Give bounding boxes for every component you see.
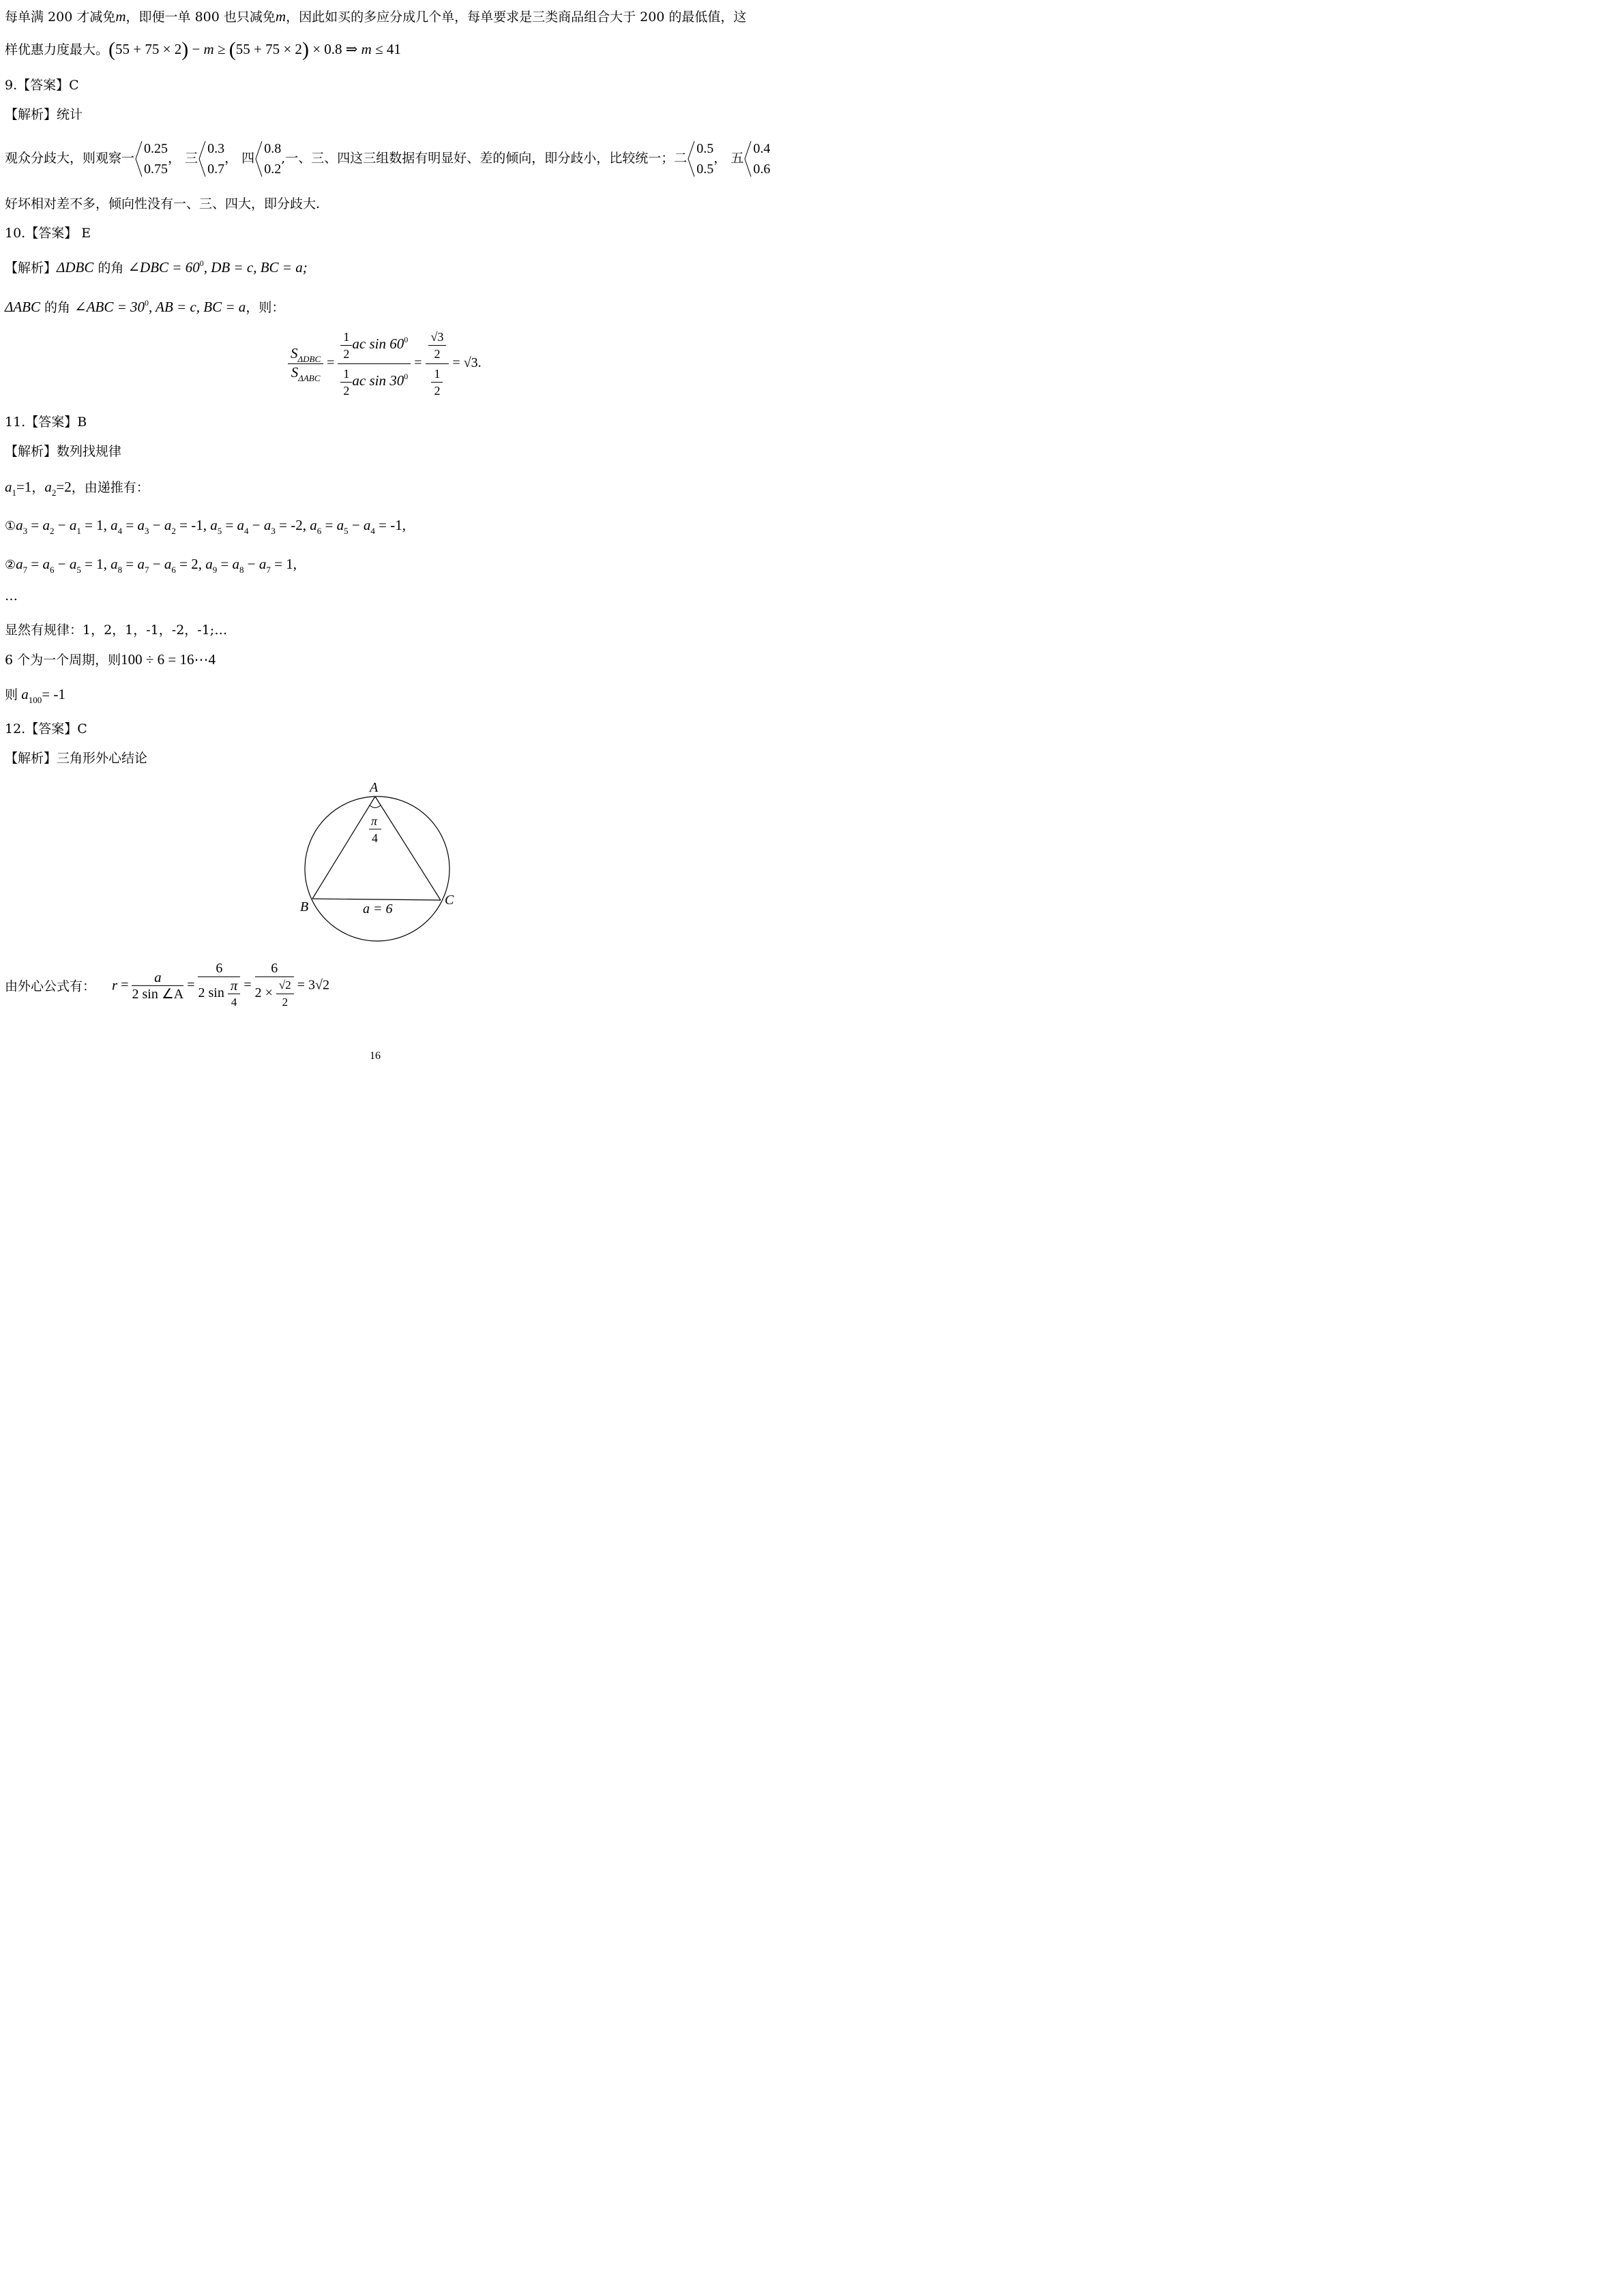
q11-recurrence-1: $①a_3 = a_2 - a_1 = 1$, $a_4 = a_3 - a_2 = -1$, $a_5 = a_4 - a_3 = -2$, $a_6 = a_5 - a_4 = -1$, [5,517,407,536]
q11-ellipsis: … [5,588,18,603]
q10-ratio-formula: $\frac{S_{\Delta DBC}}{S_{\Delta ABC}}$ = $\frac{1}{2}$ ac $\sin 60^0$ $\frac{1}{2}$ ac $\sin 30^0$ = $\frac{\frac{√3}{2}}{\frac{1}{2}}$ = √3. [288,329,482,399]
q10-line-2: ΔABC 的角 ∠ABC = $30^0$, AB = c, BC = a，则： [5,298,285,315]
area-ratio: $\frac{S_{\Delta DBC}}{S_{\Delta ABC}}$ [288,345,323,383]
var-m: m [275,8,286,25]
q12-formula: 由外心公式有： r = $\frac{a}{2 \sin \angle A}$ = 6 2 sin $\frac{\pi}{4}$ = 6 2 × $\frac{√2}{2}$ = 3√2 [5,961,330,1009]
pair-one: 0.25 0.75 [134,138,168,179]
q11-init: $a_1=1$，$a_2=2$，由递推有： [5,479,149,498]
q11-recurrence-2: $②a_7 = a_6 - a_5 = 1$, $a_8 = a_7 - a_6 = 2$, $a_9 = a_8 - a_7 = 1$, [5,556,297,575]
sine-ratio: $\frac{1}{2}$ ac $\sin 60^0$ $\frac{1}{2}$ ac $\sin 30^0$ [338,329,411,399]
angle-arc [370,805,381,808]
q11-rule: 显然有规律：1，2，1，-1，-2，-1;… [5,623,228,638]
page-number: 16 [370,1050,381,1062]
q11-result: 则 $a_{100}= -1$ [5,686,65,705]
q9-conclusion: 好坏相对差不多，倾向性没有一、三、四大，即分歧大. [5,196,321,211]
angle-denominator: 4 [372,831,378,845]
side-ab [312,796,375,899]
q12-answer: 12.【答案】C [5,721,87,736]
side-length-label: a = 6 [363,901,393,916]
q11-period: 6 个为一个周期，则100 ÷ 6 = 16⋯4 [5,651,216,668]
vertex-c-label: C [445,893,454,908]
q9-data-line: 观众分歧大，则观察一 0.25 0.75 ， 三 0.3 0.7 ， 四 0.8 0.2 ,一、三、四这三组数据有明显好、差的倾向，即分歧小，比较统一；二 0.5 0.5 ， 五 0.4 0.6 [5,136,770,180]
pair-three: 0.3 0.7 [198,138,224,179]
vertex-a-label: A [370,780,379,795]
q11-analysis: 【解析】数列找规律 [5,444,122,459]
intro-line-1: 每单满 200 才减免m，即便一单 800 也只减免m，因此如买的多应分成几个单，每单要求是三类商品组合大于 200 的最低值，这 [5,8,747,25]
pair-two: 0.5 0.5 [687,138,713,179]
vertex-b-label: B [300,899,309,914]
var-m: m [115,8,126,25]
pair-four: 0.8 0.2 [254,138,281,179]
angle-numerator: π [371,814,378,828]
side-ac [375,796,441,900]
q10-line-1: 【解析】ΔDBC 的角 ∠DBC = $60^0$, DB = c, BC = a; [5,258,308,275]
q11-answer: 11.【答案】B [5,415,87,430]
pair-five: 0.4 0.6 [743,138,770,179]
side-bc [312,899,441,900]
q9-analysis: 【解析】统计 [5,107,83,122]
q9-answer: 9.【答案】C [5,78,79,93]
q10-answer: 10.【答案】 E [5,226,91,241]
value-ratio: $\frac{\frac{√3}{2}}{\frac{1}{2}}$ [426,329,449,399]
circumcircle-diagram [286,776,484,967]
intro-line-2: 样优惠力度最大。(55 + 75 × 2) − m ≥ (55 + 75 × 2) × 0.8 ⇒ m ≤ 41 [5,38,401,61]
q12-analysis: 【解析】三角形外心结论 [5,751,148,766]
